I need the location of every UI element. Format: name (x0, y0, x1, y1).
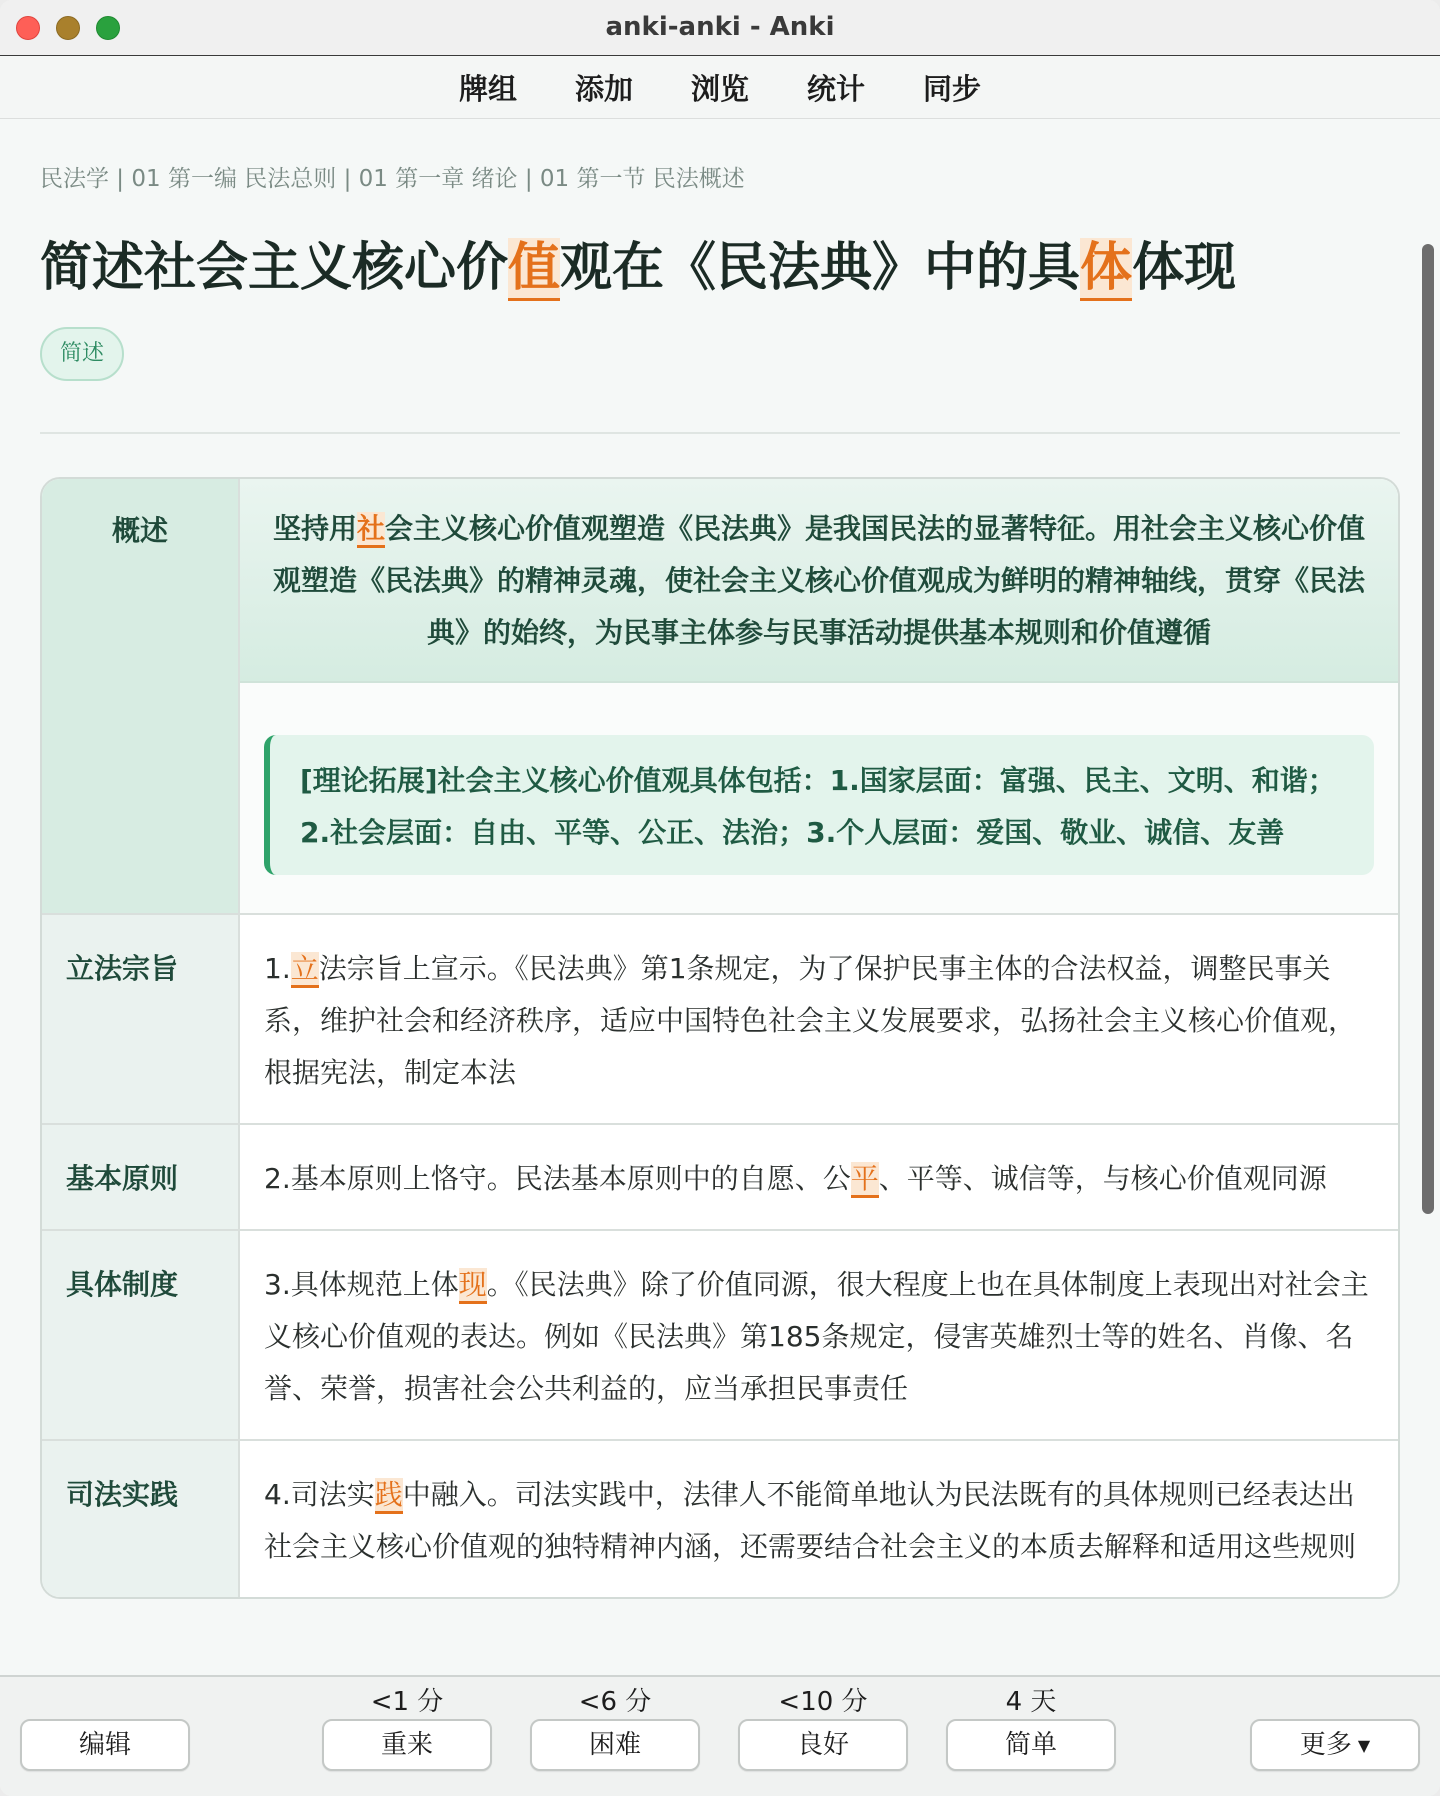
cell-cloze-highlight: 现 (459, 1268, 487, 1304)
card-title (40, 225, 1236, 300)
cell-cloze-highlight: 立 (291, 952, 319, 988)
breadcrumb: 民法学 | 01 第一编 民法总则 | 01 第一章 绪论 | 01 第一节 民法概述 (40, 166, 745, 192)
menu-stats[interactable]: 统计 (807, 72, 866, 106)
good-button[interactable]: 良好 (738, 1719, 908, 1771)
card-content (0, 120, 1440, 1675)
cell-text: 1. (264, 952, 291, 985)
vertical-scrollbar[interactable] (1422, 244, 1434, 1214)
lead-cloze-highlight: 社 (357, 512, 385, 548)
good-interval: <10 分 (778, 1687, 868, 1717)
cell-text: 。《民法典》除了价值同源，很大程度上也在具体制度上表现出对社会主义核心价值观的表达。例如《民法典》第185条规定，侵害英雄烈士等的姓名、肖像、名誉、荣誉，损害社会公共利益的，应当承担民事责任 (264, 1268, 1369, 1405)
row-label: 立法宗旨 (42, 915, 240, 1123)
card-tag: 简述 (40, 327, 124, 381)
overview-body (240, 479, 1398, 913)
window-title: anki-anki - Anki (605, 12, 835, 42)
hard-button[interactable]: 困难 (530, 1719, 700, 1771)
again-interval: <1 分 (370, 1687, 444, 1717)
easy-interval: 4 天 (1005, 1687, 1057, 1717)
table-row-overview (42, 479, 1398, 913)
menu-decks[interactable]: 牌组 (458, 72, 517, 106)
row-label: 概述 (42, 479, 240, 913)
table-row (42, 1439, 1398, 1597)
again-button[interactable]: 重来 (322, 1719, 492, 1771)
cell-text: 中融入。司法实践中，法律人不能简单地认为民法既有的具体规则已经表达出社会主义核心价值观的独特精神内涵，还需要结合社会主义的本质去解释和适用这些规则 (264, 1478, 1357, 1563)
easy-button[interactable]: 简单 (946, 1719, 1116, 1771)
menu-add[interactable]: 添加 (574, 72, 633, 106)
title-cloze-highlight: 值 (508, 238, 560, 301)
cell-text: 2.基本原则上恪守。民法基本原则中的自愿、公 (264, 1162, 851, 1195)
table-row (42, 1123, 1398, 1229)
cell-text: 4.司法实 (264, 1478, 375, 1511)
row-label: 基本原则 (42, 1125, 240, 1229)
more-label: 更多 (1299, 1730, 1352, 1760)
menu-sync[interactable]: 同步 (923, 72, 982, 106)
lead-text: 坚持用 (272, 512, 357, 545)
divider (40, 432, 1400, 434)
row-label: 司法实践 (42, 1441, 240, 1597)
hard-interval: <6 分 (578, 1687, 652, 1717)
overview-extension-wrap (240, 683, 1398, 913)
row-cell (240, 1441, 1398, 1597)
title-cloze-highlight: 体 (1080, 238, 1132, 301)
chevron-down-icon: ▼ (1357, 1735, 1371, 1755)
title-bar (0, 0, 1440, 56)
cell-text: 法宗旨上宣示。《民法典》第1条规定，为了保护民事主体的合法权益，调整民事关系，维护社会和经济秩序，适应中国特色社会主义发展要求，弘扬社会主义核心价值观，根据宪法，制定本法 (264, 952, 1357, 1089)
top-menu (0, 57, 1440, 119)
table-row (42, 1229, 1398, 1439)
title-text: 观在《民法典》中的具 (560, 238, 1081, 298)
table-row (42, 913, 1398, 1123)
answer-table (40, 477, 1400, 1599)
row-label: 具体制度 (42, 1231, 240, 1439)
menu-browse[interactable]: 浏览 (690, 72, 749, 106)
overview-lead (240, 479, 1398, 683)
cell-cloze-highlight: 平 (851, 1162, 879, 1198)
cell-cloze-highlight: 践 (375, 1478, 403, 1514)
cell-text: 3.具体规范上体 (264, 1268, 459, 1301)
row-cell (240, 1125, 1398, 1229)
row-cell (240, 1231, 1398, 1439)
title-text: 体现 (1132, 238, 1237, 298)
title-text: 简述社会主义核心价 (40, 238, 509, 298)
more-button[interactable] (1250, 1719, 1420, 1771)
edit-button[interactable]: 编辑 (20, 1719, 190, 1771)
row-cell (240, 915, 1398, 1123)
review-bottom-bar (0, 1675, 1440, 1796)
theory-extension-callout: [理论拓展]社会主义核心价值观具体包括：1.国家层面：富强、民主、文明、和谐；2.社会层面：自由、平等、公正、法治；3.个人层面：爱国、敬业、诚信、友善 (264, 735, 1374, 875)
cell-text: 、平等、诚信等，与核心价值观同源 (878, 1162, 1327, 1195)
lead-text: 会主义核心价值观塑造《民法典》是我国民法的显著特征。用社会主义核心价值观塑造《民法典》的精神灵魂，使社会主义核心价值观成为鲜明的精神轴线，贯穿《民法典》的始终，为民事主体参与民事活动提供基本规则和价值遵循 (272, 512, 1366, 649)
